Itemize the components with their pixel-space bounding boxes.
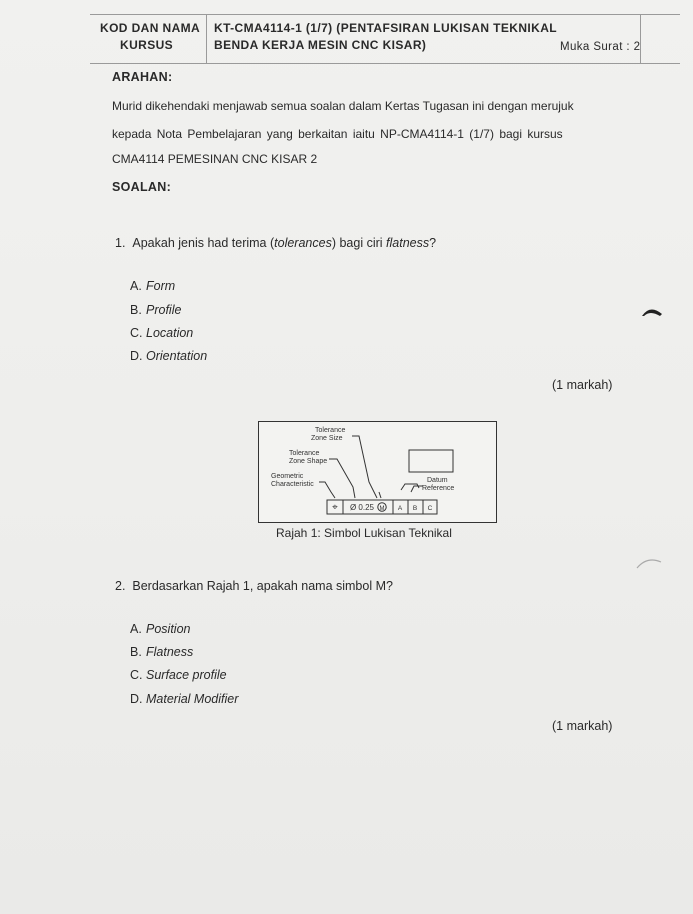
arahan-line-1: Murid dikehendaki menjawab semua soalan dalam Kertas Tugasan ini dengan merujuk	[112, 99, 574, 113]
fig-label-zone-shape-1: Tolerance	[289, 450, 320, 457]
q1-option-b[interactable]	[130, 303, 181, 317]
q2-option-d[interactable]	[130, 692, 238, 706]
question-2-number: 2.	[115, 579, 126, 593]
question-1-number: 1.	[115, 236, 126, 250]
kursus-label: KURSUS	[120, 38, 174, 52]
option-letter: B.	[130, 645, 142, 659]
option-letter: A.	[130, 279, 142, 293]
option-text: Profile	[146, 303, 182, 317]
fig-label-zone-size-2: Zone Size	[311, 435, 343, 442]
option-letter: A.	[130, 622, 142, 636]
q1-option-c[interactable]	[130, 326, 193, 340]
header-table	[90, 14, 680, 64]
soalan-heading: SOALAN:	[112, 180, 172, 194]
arahan-line-3: CMA4114 PEMESINAN CNC KISAR 2	[112, 152, 318, 166]
option-text: Form	[146, 279, 176, 293]
q1-marks: (1 markah)	[552, 378, 613, 392]
datum-feature-box	[409, 450, 453, 472]
fig-label-zone-size-1: Tolerance	[315, 427, 346, 434]
page-number-label: Muka Surat : 2	[560, 41, 641, 53]
frame-modifier-m: M	[379, 506, 385, 512]
frame-datum-b: B	[412, 505, 418, 512]
option-letter: D.	[130, 349, 143, 363]
option-text: Flatness	[146, 645, 194, 659]
q1-option-a[interactable]	[130, 279, 175, 293]
position-symbol-icon: ⌖	[332, 502, 338, 513]
question-2	[115, 579, 393, 593]
question-1-term: tolerances	[274, 236, 332, 250]
fig-label-zone-shape-2: Zone Shape	[289, 458, 328, 465]
q1-option-d[interactable]	[130, 349, 207, 363]
option-text: Location	[146, 326, 194, 340]
question-1-text-b: ) bagi ciri	[331, 236, 387, 250]
header-cell-title	[206, 15, 641, 63]
frame-tolerance-value: Ø 0.25	[349, 503, 375, 512]
fig-label-geom-2: Characteristic	[271, 481, 314, 488]
fig-label-datum-2: Reference	[422, 485, 455, 492]
option-text: Surface profile	[146, 668, 227, 682]
leader-zone-size	[352, 436, 377, 498]
leader-geometric	[319, 482, 335, 498]
figure-gdt-symbol	[258, 421, 497, 523]
leader-zone-shape	[329, 459, 355, 498]
question-1-text-a: Apakah jenis had terima (	[132, 236, 275, 250]
frame-datum-a: A	[397, 505, 403, 512]
q2-option-b[interactable]	[130, 645, 193, 659]
frame-datum-c: C	[427, 505, 433, 512]
paper-crease	[635, 556, 663, 570]
q2-marks: (1 markah)	[552, 719, 613, 733]
option-letter: C.	[130, 326, 143, 340]
kod-label: KOD DAN NAMA	[100, 21, 201, 35]
course-title-line1: KT-CMA4114-1 (1/7) (PENTAFSIRAN LUKISAN TEKNIKAL	[214, 21, 558, 35]
arahan-heading: ARAHAN:	[112, 70, 173, 84]
q2-option-a[interactable]	[130, 622, 190, 636]
option-text: Position	[146, 622, 191, 636]
q2-option-c[interactable]	[130, 668, 227, 682]
course-title-line2: BENDA KERJA MESIN CNC KISAR)	[214, 38, 427, 52]
figure-caption: Rajah 1: Simbol Lukisan Teknikal	[276, 526, 452, 540]
question-1-text-c: ?	[429, 236, 437, 250]
fig-label-geom-1: Geometric	[271, 473, 304, 480]
option-text: Orientation	[146, 349, 208, 363]
leader-datum-3	[379, 492, 381, 498]
arahan-line-2: kepada Nota Pembelajaran yang berkaitan iaitu NP-CMA4114-1 (1/7) bagi kursus	[112, 127, 563, 141]
header-cell-kod	[90, 15, 207, 63]
option-letter: B.	[130, 303, 142, 317]
header-cell-page	[640, 15, 680, 63]
question-1	[115, 236, 436, 250]
fig-label-datum-1: Datum	[427, 477, 448, 484]
paper-mark	[640, 304, 664, 318]
leader-datum-1	[401, 484, 419, 490]
question-1-feature: flatness	[386, 236, 430, 250]
question-2-text: Berdasarkan Rajah 1, apakah nama simbol M?	[132, 579, 393, 593]
option-letter: D.	[130, 692, 143, 706]
option-letter: C.	[130, 668, 143, 682]
option-text: Material Modifier	[146, 692, 239, 706]
